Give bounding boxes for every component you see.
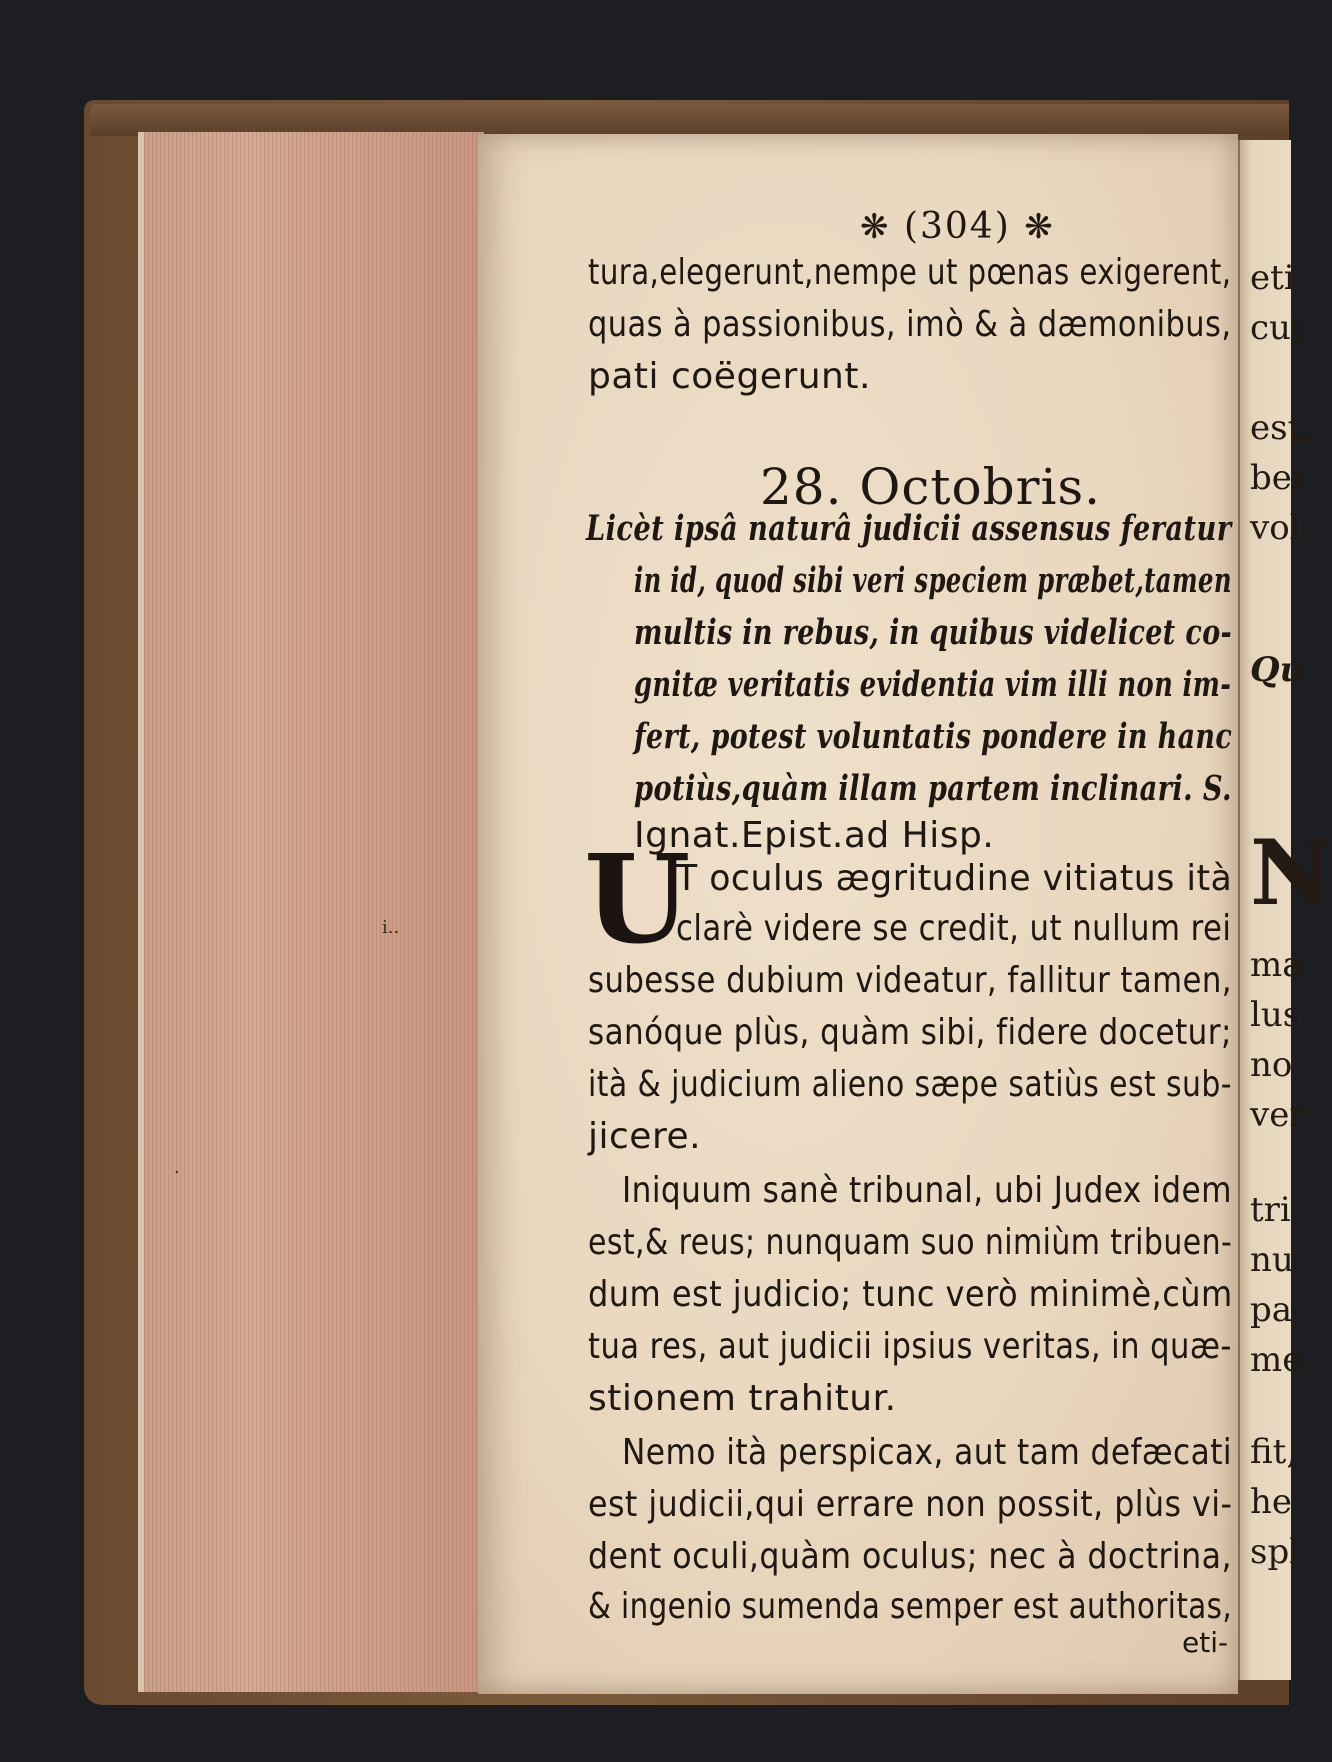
text-line: quas à passionibus, imò & à dæmonibus, — [588, 304, 1232, 345]
paragraph-line: dent oculi,quàm oculus; nec à doctrina, — [588, 1536, 1232, 1577]
facing-page-text: lus — [1250, 995, 1301, 1035]
facing-page-text: eti — [1250, 258, 1295, 298]
catchword: eti- — [1182, 1626, 1229, 1659]
facing-page-text: ma — [1250, 945, 1303, 985]
quote-line: potiùs,quàm illam partem inclinari. S. — [634, 768, 1232, 809]
quote-line: Licèt ipsâ naturâ judicii assensus feratur — [586, 508, 1232, 549]
facing-page-text: fit, — [1250, 1432, 1298, 1472]
text-line: pati coëgerunt. — [588, 356, 871, 397]
facing-page-text: spl — [1250, 1532, 1301, 1572]
facing-page-text: no — [1250, 1045, 1293, 1085]
facing-page-text: ber — [1250, 458, 1309, 498]
paragraph-line: jicere. — [588, 1116, 702, 1157]
facing-page-text: ver — [1250, 1095, 1306, 1135]
facing-page-fragment — [1238, 140, 1332, 1680]
facing-page-text: est, — [1250, 408, 1313, 448]
paragraph-line: Nemo ità perspicax, aut tam defæcati — [622, 1432, 1233, 1473]
ornament-icon: ❋ — [1024, 207, 1055, 247]
quote-line: gnitæ veritatis evidentia vim illi non im- — [634, 664, 1232, 705]
text-line: tura,elegerunt,nempe ut pœnas exigerent, — [588, 252, 1232, 293]
quote-line: multis in rebus, in quibus videlicet co- — [634, 612, 1233, 653]
quote-line: fert, potest voluntatis pondere in hanc — [634, 716, 1233, 757]
paragraph-line: T oculus ægritudine vitiatus ità — [676, 858, 1233, 899]
facing-page-text: N — [1250, 820, 1332, 926]
paragraph-line: & ingenio sumenda semper est authoritas, — [588, 1586, 1233, 1627]
paragraph-line: dum est judicio; tunc verò minimè,cùm — [588, 1274, 1233, 1315]
paragraph-line: Iniquum sanè tribunal, ubi Judex idem — [622, 1170, 1232, 1211]
facing-page-text: Qu — [1250, 650, 1305, 690]
quote-line: in id, quod sibi veri speciem præbet,tamen — [634, 560, 1232, 601]
facing-page-text: vol — [1250, 508, 1301, 548]
date-heading: 28. Octobris. — [760, 458, 1102, 516]
facing-page-text: cut — [1250, 308, 1305, 348]
paragraph-line: est,& reus; nunquam suo nimiùm tribuen- — [588, 1222, 1233, 1263]
page-number: (304) — [903, 206, 1011, 247]
facing-page-text: pa — [1250, 1290, 1293, 1330]
paragraph-line: clarè videre se credit, ut nullum rei — [676, 908, 1232, 949]
facing-page-text: nu — [1250, 1240, 1294, 1280]
paragraph-line: ità & judicium alieno sæpe satiùs est sub- — [588, 1064, 1232, 1105]
facing-page-text: he — [1250, 1482, 1293, 1522]
edge-mark: . — [174, 1157, 180, 1178]
paragraph-line: sanóque plùs, quàm sibi, fidere docetur; — [588, 1012, 1232, 1053]
edge-mark: i.. — [382, 917, 400, 938]
paragraph-line: stionem trahitur. — [588, 1378, 897, 1419]
page-block-edges — [138, 132, 484, 1692]
paragraph-line: est judicii,qui errare non possit, plùs vi- — [588, 1484, 1233, 1525]
ornament-icon: ❋ — [860, 207, 891, 247]
page-header — [860, 206, 1055, 247]
facing-page-text: tri — [1250, 1190, 1291, 1230]
facing-page-text: me — [1250, 1340, 1303, 1380]
paragraph-line: tua res, aut judicii ipsius veritas, in quæ- — [588, 1326, 1232, 1367]
paragraph-line: subesse dubium videatur, fallitur tamen, — [588, 960, 1232, 1001]
quote-source: Ignat.Epist.ad Hisp. — [634, 815, 995, 856]
drop-cap: U — [584, 827, 691, 971]
